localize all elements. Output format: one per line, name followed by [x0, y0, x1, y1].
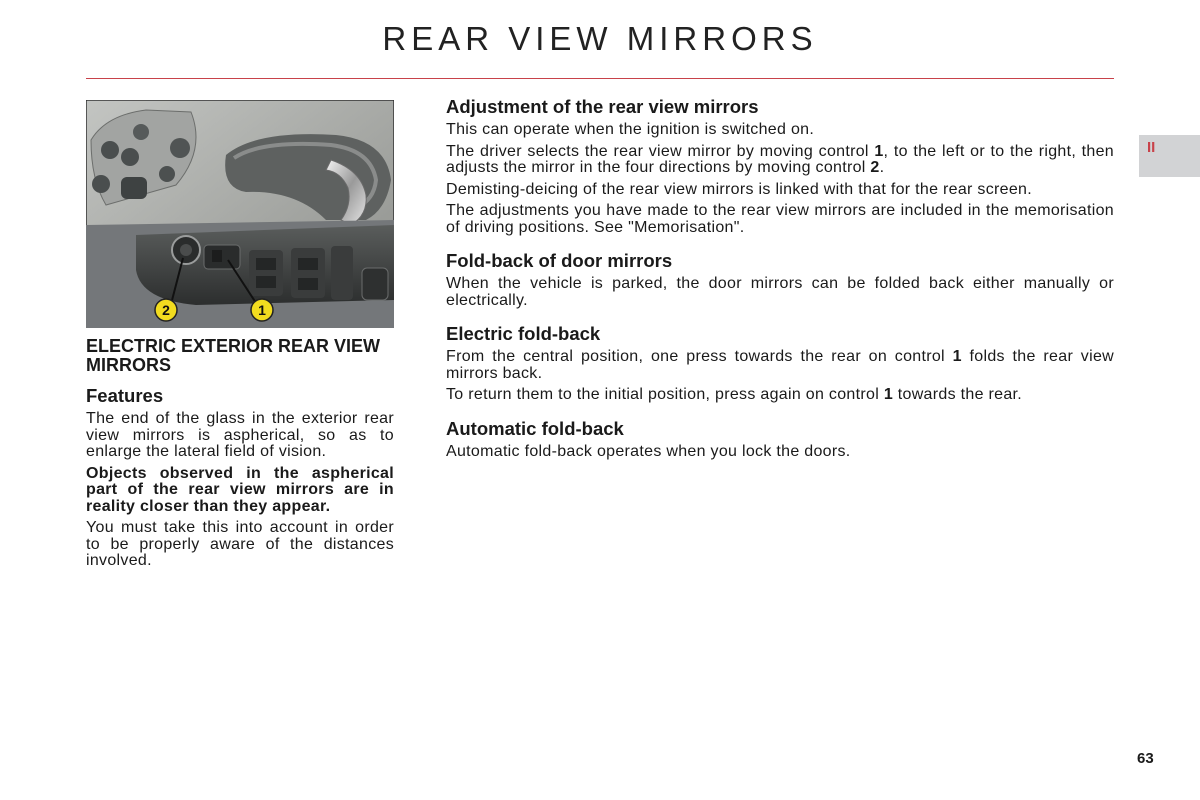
chapter-tab-label: II [1147, 139, 1156, 156]
electric-foldback-paragraph-1 [446, 349, 1114, 382]
door-panel-figure [86, 100, 394, 328]
text-run: , to the left or to the right, then adjusts the mirror in the four directions by moving control [446, 142, 1114, 176]
adjustment-paragraph-4: The adjustments you have made to the rear view mirrors are included in the memorisation of driving positions. See "Memorisation". [446, 202, 1114, 236]
foldback-heading: Fold-back of door mirrors [446, 250, 673, 271]
callout-1-marker [251, 299, 273, 321]
text-run: towards the rear. [893, 386, 1023, 403]
callout-2-label: 2 [162, 302, 170, 318]
chapter-tab [1139, 135, 1200, 177]
control-ref: 1 [883, 386, 894, 403]
adjustment-paragraph-3: Demisting-deicing of the rear view mirrors is linked with that for the rear screen. [446, 180, 1033, 198]
features-paragraph-3: You must take this into account in order to be properly aware of the distances involved. [86, 519, 394, 569]
text-run: To return them to the initial position, press again on control [446, 386, 884, 403]
features-warning: Objects observed in the aspherical part of the rear view mirrors are in reality closer than they appear. [86, 464, 394, 515]
adjustment-paragraph-2 [446, 144, 1114, 177]
section-heading: ELECTRIC EXTERIOR REAR VIEW MIRRORS [86, 336, 381, 375]
callout-2-marker [155, 299, 177, 321]
left-column [86, 337, 394, 570]
page-number: 63 [1137, 750, 1154, 767]
features-paragraph-1: The end of the glass in the exterior rear view mirrors is aspherical, so as to enlarge the lateral field of vision. [86, 410, 394, 460]
text-run: From the central position, one press towards the rear on control [446, 348, 953, 365]
control-ref: 2 [870, 159, 880, 176]
callout-1-label: 1 [258, 302, 266, 318]
electric-foldback-heading: Electric fold-back [446, 323, 601, 344]
control-ref: 1 [952, 348, 962, 365]
adjustment-paragraph-1: This can operate when the ignition is switched on. [446, 121, 815, 138]
adjustment-heading: Adjustment of the rear view mirrors [446, 96, 759, 117]
text-run: The driver selects the rear view mirror by moving control [446, 142, 875, 160]
electric-foldback-paragraph-2 [446, 387, 1114, 404]
features-heading: Features [86, 385, 164, 406]
text-run: folds the rear view mirrors back. [446, 348, 1114, 382]
automatic-foldback-heading: Automatic fold-back [446, 417, 624, 439]
foldback-paragraph: When the vehicle is parked, the door mirrors can be folded back either manually or electrically. [446, 275, 1114, 309]
right-column [446, 96, 1114, 460]
automatic-foldback-paragraph: Automatic fold-back operates when you lock the doors. [446, 442, 851, 460]
title-rule [86, 78, 1114, 79]
text-run: . [879, 159, 885, 176]
control-ref: 1 [874, 142, 884, 160]
page-title: REAR VIEW MIRRORS [382, 20, 818, 57]
